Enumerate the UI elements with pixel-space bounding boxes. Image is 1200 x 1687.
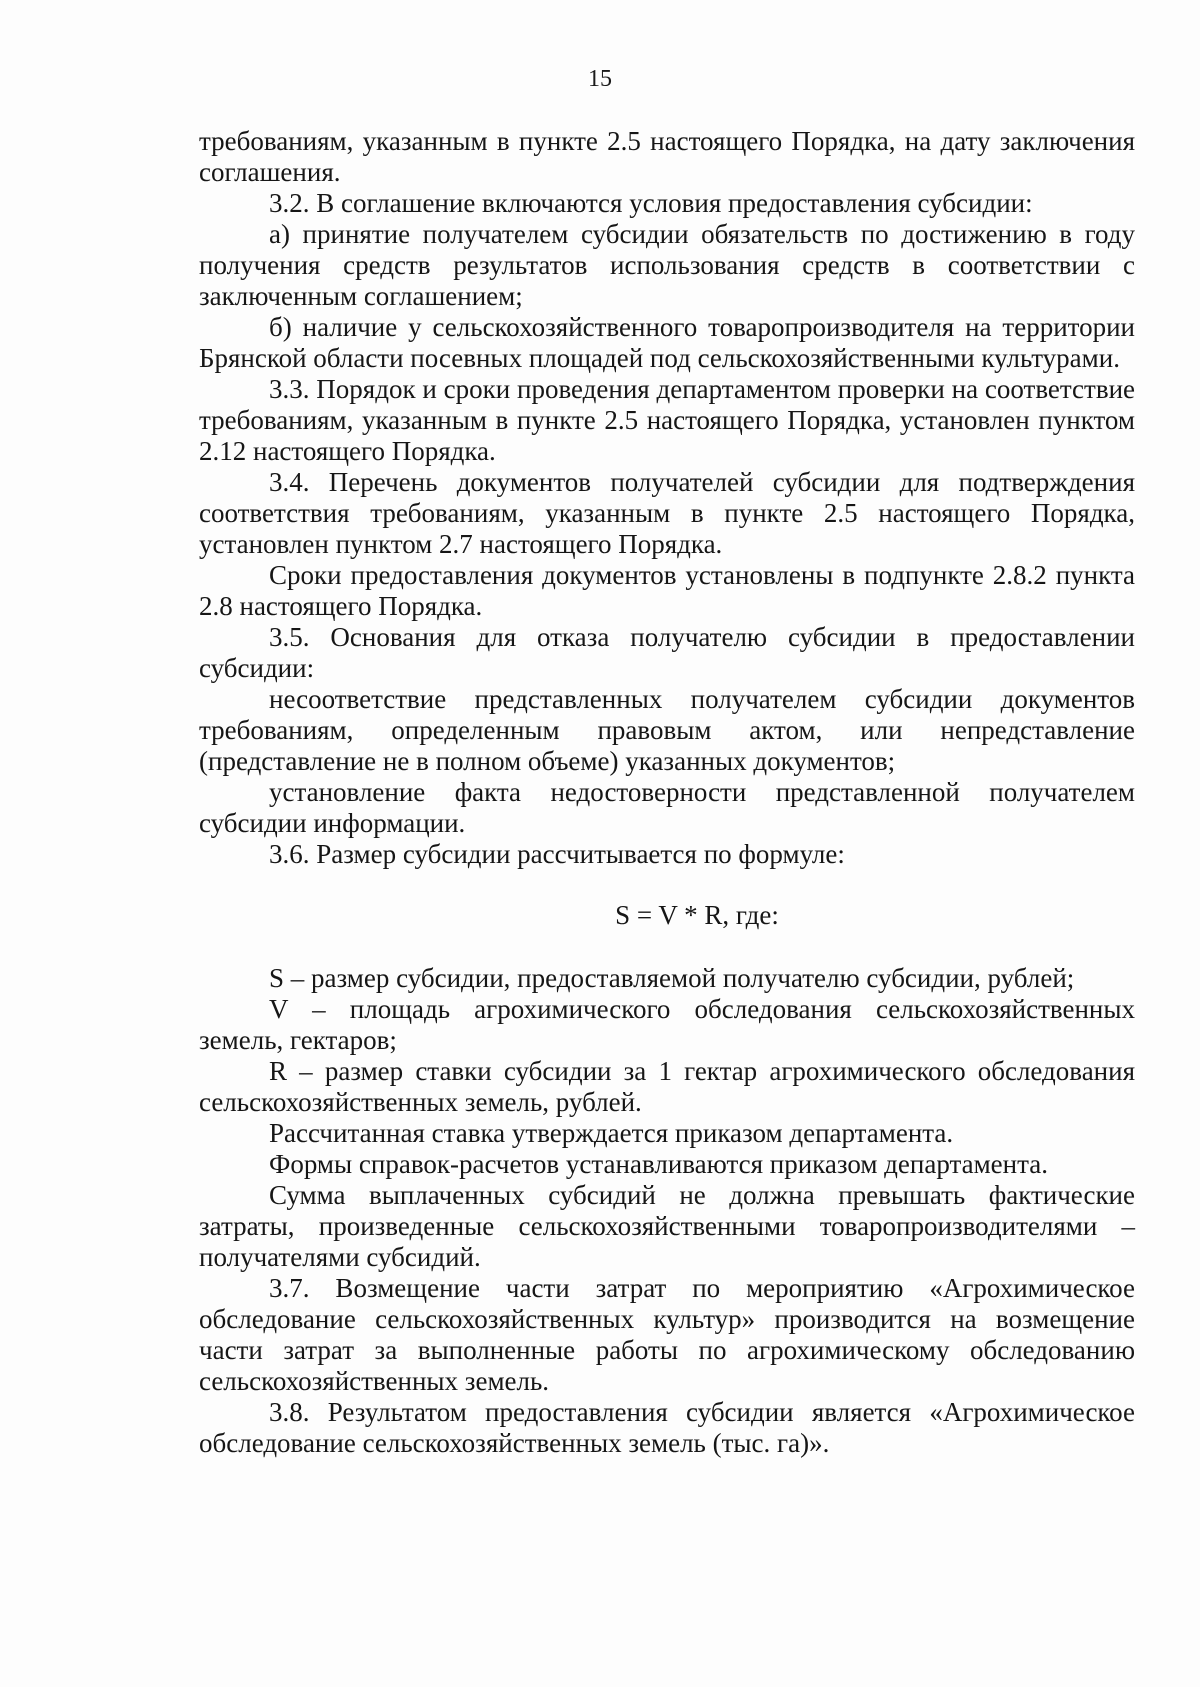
paragraph-continuation: требованиям, указанным в пункте 2.5 настоящего Порядка, на дату заключения соглашения. — [199, 126, 1135, 187]
document-body — [199, 126, 1135, 1459]
paragraph-3-7: 3.7. Возмещение части затрат по мероприятию «Агрохимическое обследование сельскохозяйственных культур» производится на возмещение части затрат за выполненные работы по агрохимическому обследованию сельскохозяйственных земель. — [199, 1273, 1135, 1396]
page-number: 15 — [588, 66, 612, 92]
paragraph-refusal-reason-1: несоответствие представленных получателем субсидии документов требованиям, определенным правовым актом, или непредставление (представление не в полном объеме) указанных документов; — [199, 684, 1135, 776]
paragraph-3-2-a: а) принятие получателем субсидии обязательств по достижению в году получения средств результатов использования средств в соответствии с заключенным соглашением; — [199, 219, 1135, 311]
paragraph-3-8: 3.8. Результатом предоставления субсидии является «Агрохимическое обследование сельскохозяйственных земель (тыс. га)». — [199, 1397, 1135, 1458]
paragraph-refusal-reason-2: установление факта недостоверности представленной получателем субсидии информации. — [199, 777, 1135, 838]
definition-s: S – размер субсидии, предоставляемой получателю субсидии, рублей; — [269, 963, 1075, 993]
paragraph-3-2-b: б) наличие у сельскохозяйственного товаропроизводителя на территории Брянской области посевных площадей под сельскохозяйственными культурами. — [199, 312, 1135, 373]
subsidy-formula: S = V * R, где: — [615, 900, 779, 930]
paragraph-3-2: 3.2. В соглашение включаются условия предоставления субсидии: — [269, 188, 1033, 218]
paragraph-sum-limit: Сумма выплаченных субсидий не должна превышать фактические затраты, произведенные сельскохозяйственными товаропроизводителями – получателями субсидий. — [199, 1180, 1135, 1272]
paragraph-rate-approval: Рассчитанная ставка утверждается приказом департамента. — [269, 1118, 954, 1148]
paragraph-3-6: 3.6. Размер субсидии рассчитывается по формуле: — [269, 839, 845, 869]
paragraph-3-5: 3.5. Основания для отказа получателю субсидии в предоставлении субсидии: — [199, 622, 1135, 683]
definition-v: V – площадь агрохимического обследования сельскохозяйственных земель, гектаров; — [199, 994, 1135, 1055]
paragraph-3-3: 3.3. Порядок и сроки проведения департаментом проверки на соответствие требованиям, указанным в пункте 2.5 настоящего Порядка, установлен пунктом 2.12 настоящего Порядка. — [199, 374, 1135, 466]
definition-r: R – размер ставки субсидии за 1 гектар агрохимического обследования сельскохозяйственных земель, рублей. — [199, 1056, 1135, 1117]
paragraph-deadlines: Сроки предоставления документов установлены в подпункте 2.8.2 пункта 2.8 настоящего Порядка. — [199, 560, 1135, 621]
paragraph-forms: Формы справок-расчетов устанавливаются приказом департамента. — [269, 1149, 1048, 1179]
paragraph-3-4: 3.4. Перечень документов получателей субсидии для подтверждения соответствия требованиям, указанным в пункте 2.5 настоящего Порядка, установлен пунктом 2.7 настоящего Порядка. — [199, 467, 1135, 559]
